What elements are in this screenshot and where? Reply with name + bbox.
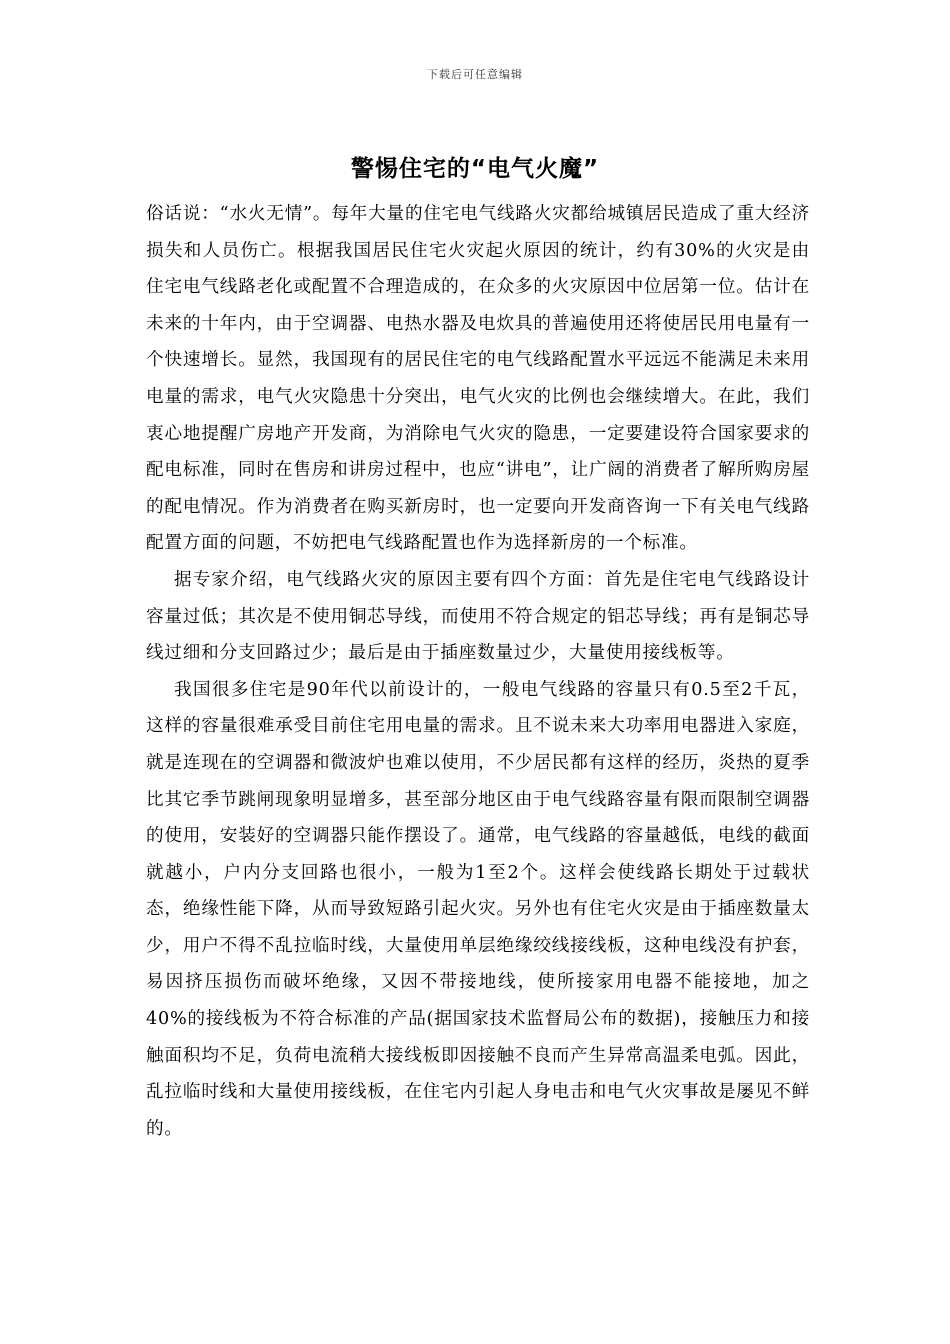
- paragraph-2: 据专家介绍，电气线路火灾的原因主要有四个方面：首先是住宅电气线路设计容量过低；其次是不使用铜芯导线，而使用不符合规定的铝芯导线；再有是铜芯导线过细和分支回路过少；最后是由于插座数量过少，大量使用接线板等。: [146, 569, 810, 664]
- header-note: 下载后可任意编辑: [427, 68, 523, 81]
- paragraph-1: 俗话说：“水火无情”。每年大量的住宅电气线路火灾都给城镇居民造成了重大经济损失和人员伤亡。根据我国居民住宅火灾起火原因的统计，约有30%的火灾是由住宅电气线路老化或配置不合理造成的，在众多的火灾原因中位居第一位。估计在未来的十年内，由于空调器、电热水器及电炊具的普遍使用还将使居民用电量有一个快速增长。显然，我国现有的居民住宅的电气线路配置水平远远不能满足未来用电量的需求，电气火灾隐患十分突出，电气火灾的比例也会继续增大。在此，我们衷心地提醒广房地产开发商，为消除电气火灾的隐患，一定要建设符合国家要求的配电标准，同时在售房和讲房过程中，也应“讲电”，让广阔的消费者了解所购房屋的配电情况。作为消费者在购买新房时，也一定要向开发商咨询一下有关电气线路配置方面的问题，不妨把电气线路配置也作为选择新房的一个标准。: [146, 204, 810, 554]
- paragraph-3: 我国很多住宅是90年代以前设计的，一般电气线路的容量只有0.5至2千瓦，这样的容量很难承受目前住宅用电量的需求。且不说未来大功率用电器进入家庭，就是连现在的空调器和微波炉也难以使用，不少居民都有这样的经历，炎热的夏季比其它季节跳闸现象明显增多，甚至部分地区由于电气线路容量有限而限制空调器的使用，安装好的空调器只能作摆设了。通常，电气线路的容量越低，电线的截面就越小，户内分支回路也很小，一般为1至2个。这样会使线路长期处于过载状态，绝缘性能下降，从而导致短路引起火灾。另外也有住宅火灾是由于插座数量太少，用户不得不乱拉临时线，大量使用单层绝缘绞线接线板，这种电线没有护套，易因挤压损伤而破坏绝缘，又因不带接地线，使所接家用电器不能接地，加之40%的接线板为不符合标准的产品(据国家技术监督局公布的数据)，接触压力和接触面积均不足，负荷电流稍大接线板即因接触不良而产生异常高温柔电弧。因此，乱拉临时线和大量使用接线板，在住宅内引起人身电击和电气火灾事故是屡见不鲜的。: [146, 679, 810, 1139]
- page-title: 警惕住宅的“电气火魔”: [350, 156, 600, 182]
- article-body: [146, 196, 810, 1147]
